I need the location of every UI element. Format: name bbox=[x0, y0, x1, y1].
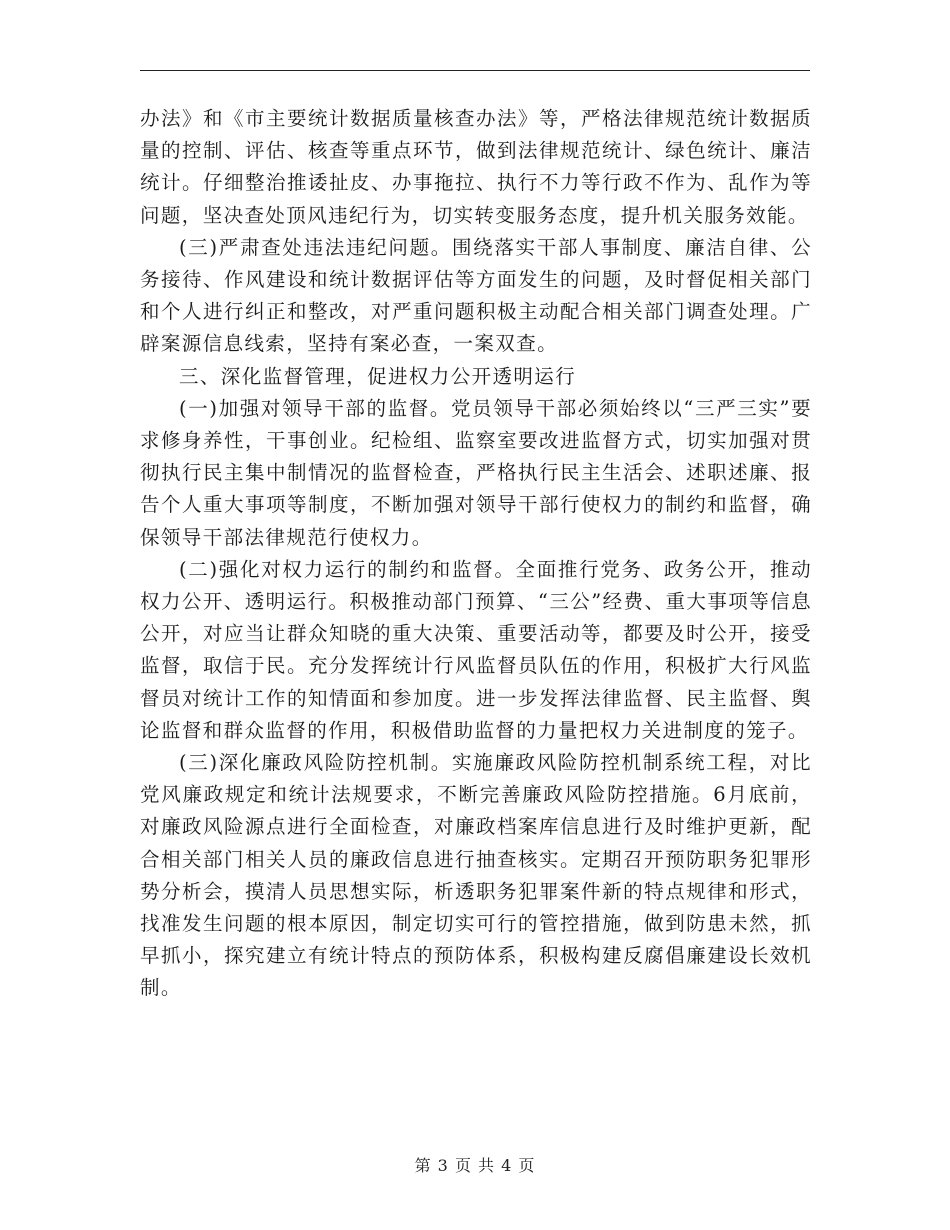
document-body bbox=[140, 103, 812, 1005]
paragraph-4: (一)加强对领导干部的监督。党员领导干部必须始终以“三严三实”要求修身养性，干事创业。纪检组、监察室要改进监督方式，切实加强对贯彻执行民主集中制情况的监督检查，严格执行民主生活会、述职述廉、报告个人重大事项等制度，不断加强对领导干部行使权力的制约和监督，确保领导干部法律规范行使权力。 bbox=[140, 396, 812, 549]
header-rule bbox=[140, 70, 810, 71]
paragraph-5: (二)强化对权力运行的制约和监督。全面推行党务、政务公开，推动权力公开、透明运行。积极推动部门预算、“三公”经费、重大事项等信息公开，对应当让群众知晓的重大决策、重要活动等，都要及时公开，接受监督，取信于民。充分发挥统计行风监督员队伍的作用，积极扩大行风监督员对统计工作的知情面和参加度。进一步发挥法律监督、民主监督、舆论监督和群众监督的作用，积极借助监督的力量把权力关进制度的笼子。 bbox=[140, 557, 812, 742]
section-heading-3: 三、深化监督管理，促进权力公开透明运行 bbox=[179, 364, 577, 388]
page-number-text: 第 3 页 共 4 页 bbox=[414, 1156, 536, 1175]
paragraph-1: 办法》和《市主要统计数据质量核查办法》等，严格法律规范统计数据质量的控制、评估、核查等重点环节，做到法律规范统计、绿色统计、廉洁统计。仔细整治推诿扯皮、办事拖拉、执行不力等行政不作为、乱作为等问题，坚决查处顶风违纪行为，切实转变服务态度，提升机关服务效能。 bbox=[140, 107, 812, 227]
paragraph-2: (三)严肃查处违法违纪问题。围绕落实干部人事制度、廉洁自律、公务接待、作风建设和统计数据评估等方面发生的问题，及时督促相关部门和个人进行纠正和整改，对严重问题积极主动配合相关部门调查处理。广辟案源信息线索，坚持有案必查，一案双查。 bbox=[140, 235, 812, 356]
paragraph-6: (三)深化廉政风险防控机制。实施廉政风险防控机制系统工程，对比党风廉政规定和统计法规要求，不断完善廉政风险防控措施。6月底前，对廉政风险源点进行全面检查，对廉政档案库信息进行及时维护更新，配合相关部门相关人员的廉政信息进行抽查核实。定期召开预防职务犯罪形势分析会，摸清人员思想实际，析透职务犯罪案件新的特点规律和形式，找准发生问题的根本原因，制定切实可行的管控措施，做到防患未然，抓早抓小，探究建立有统计特点的预防体系，积极构建反腐倡廉建设长效机制。 bbox=[140, 751, 812, 1000]
page-footer bbox=[0, 1153, 950, 1176]
